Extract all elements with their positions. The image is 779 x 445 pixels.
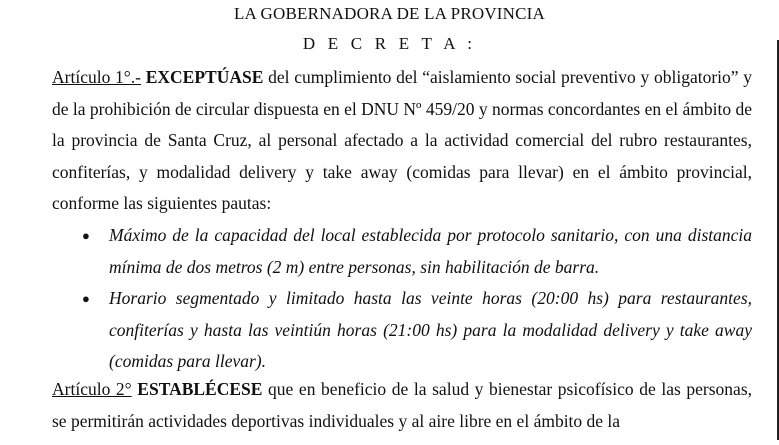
bullet-icon: ●	[82, 291, 90, 306]
articulo-1-text: del cumplimiento del “aislamiento social preventivo y obligatorio” y de la prohibición de circular dispuesta en el DNU Nº 459/20 y normas concordantes en el ámbito de la provincia de Santa Cruz, al personal afectado a la actividad comercial del rubro restaurantes, confiterías, y modalidad delivery y take away (comidas para llevar) en el ámbito provincial, conforme las siguientes pautas:	[52, 67, 753, 213]
articulo-2-text: que en beneficio de la salud y bienestar psicofísico de las personas, se permitirán actividades deportivas individuales y al aire libre en el ámbito de la	[52, 379, 752, 431]
pauta-text: Máximo de la capacidad del local establecida por protocolo sanitario, con una distancia mínima de dos metros (2 m) entre personas, sin habilitación de barra.	[109, 225, 752, 277]
pauta-text: Horario segmentado y limitado hasta las veinte horas (20:00 hs) para restaurantes, confiterías y hasta las veintiún horas (21:00 hs) para la modalidad delivery y take away (comidas para llevar).	[109, 288, 752, 371]
articulo-2-label: Artículo 2°	[52, 379, 132, 399]
articulo-1-keyword: EXCEPTÚASE	[145, 67, 264, 87]
articulo-1	[52, 62, 752, 220]
bullet-icon: ●	[82, 228, 90, 243]
decreta-heading: D E C R E T A :	[302, 34, 477, 53]
page-title: LA GOBERNADORA DE LA PROVINCIA	[233, 4, 546, 23]
articulo-2	[52, 374, 752, 437]
pautas-list	[52, 220, 752, 378]
pauta-item	[52, 283, 752, 378]
articulo-1-label: Artículo 1°.-	[52, 67, 141, 87]
pauta-item	[52, 220, 752, 283]
articulo-2-keyword: ESTABLÉCESE	[137, 379, 263, 399]
